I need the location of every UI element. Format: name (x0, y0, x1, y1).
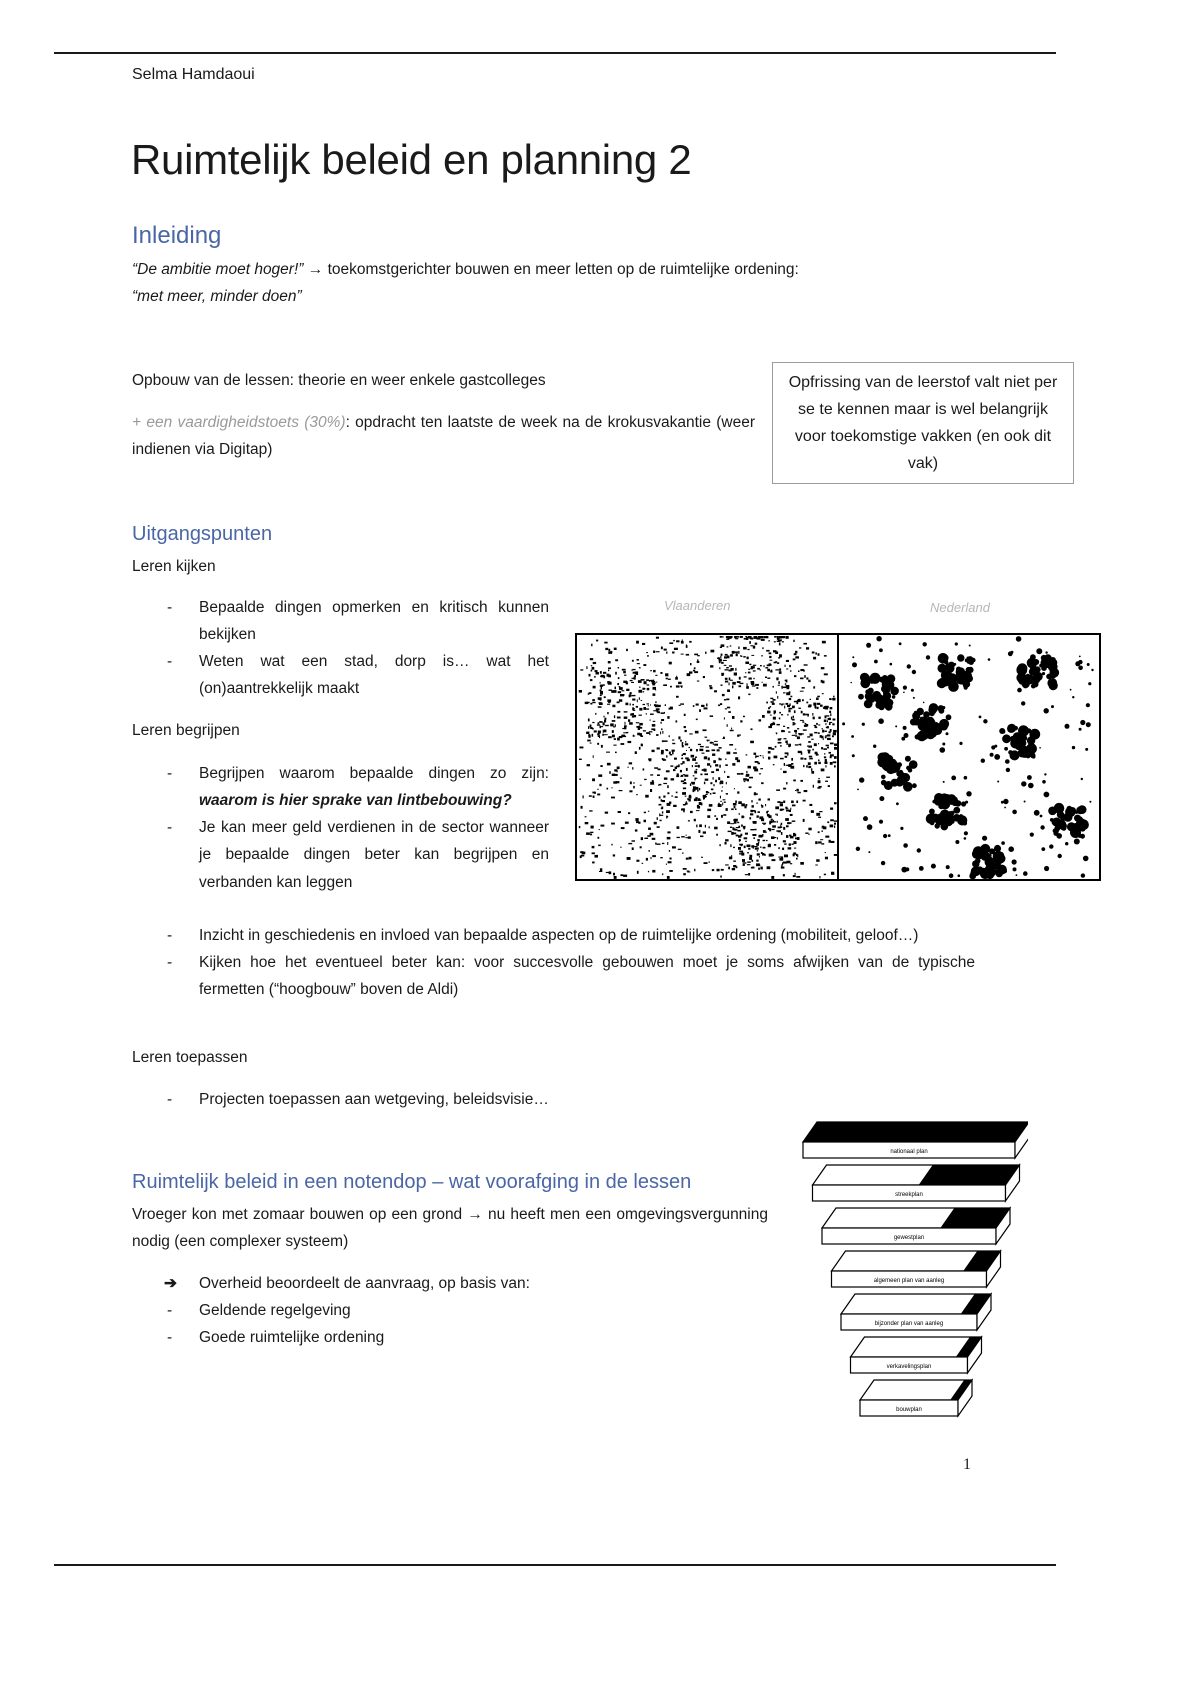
figure-label-vlaanderen: Vlaanderen (664, 598, 731, 613)
list-item: - Weten wat een stad, dorp is… wat het (on)aantrekkelijk maakt (167, 653, 549, 698)
figure-label-nederland: Nederland (930, 600, 990, 615)
subheading-leren-kijken: Leren kijken (132, 558, 216, 575)
list-beoordeling (132, 1270, 752, 1351)
list-leren-begrijpen-b (132, 922, 975, 1003)
top-rule (54, 52, 1056, 54)
list-item: - Je kan meer geld verdienen in de sector wanneer je bepaalde dingen beter kan begrijpen en verbanden kan leggen (167, 819, 549, 891)
intro-quote-2: “met meer, minder doen” (132, 288, 302, 306)
pyramid-level-label: algemeen plan van aanleg (873, 1278, 945, 1284)
opbouw-text: Opbouw van de lessen: theorie en weer enkele gastcolleges (132, 372, 546, 389)
list-item: ➔ Overheid beoordeelt de aanvraag, op basis van: (164, 1275, 530, 1292)
settlement-comparison-figure (572, 596, 1102, 886)
toets-text: : opdracht ten laatste de week na de krokusvakantie (weer indienen via Digitap) (132, 414, 755, 459)
list-leren-kijken (132, 594, 549, 703)
list-item: - Geldende regelgeving (167, 1302, 351, 1320)
pyramid-level-label: verkavelingsplan (886, 1364, 932, 1370)
list-leren-toepassen (132, 1086, 752, 1113)
planning-pyramid-diagram (796, 1118, 1028, 1436)
list-item: - Bepaalde dingen opmerken en kritisch kunnen bekijken (167, 599, 549, 644)
intro-text: toekomstgerichter bouwen en meer letten op de ruimtelijke ordening: (327, 261, 799, 278)
toets-label: + een vaardigheidstoets (30%) (132, 414, 346, 431)
list-leren-begrijpen-a (132, 760, 549, 896)
heading-notendop: Ruimtelijk beleid in een notendop – wat voorafging in de lessen (132, 1171, 692, 1193)
map-vlaanderen (579, 636, 838, 879)
page-title: Ruimtelijk beleid en planning 2 (131, 136, 692, 183)
map-nederland (842, 636, 1094, 879)
list-item: - Goede ruimtelijke ordening (167, 1329, 385, 1347)
subheading-leren-toepassen: Leren toepassen (132, 1049, 248, 1066)
notendop-paragraph: Vroeger kon met zomaar bouwen op een grond → nu heeft men een omgevingsvergunning nodig (een complexer systeem) (132, 1206, 768, 1251)
heading-inleiding: Inleiding (132, 222, 222, 249)
toets-paragraph (132, 409, 755, 463)
settlement-maps (572, 632, 1102, 882)
pyramid-level-label: streekplan (895, 1192, 923, 1198)
list-item: - Kijken hoe het eventueel beter kan: voor succesvolle gebouwen moet je soms afwijken van de typische fermetten (“hoogbouw” boven de Aldi) (167, 954, 975, 999)
page-number: 1 (963, 1456, 971, 1473)
arrow-icon: → (467, 1206, 483, 1223)
note-box (772, 362, 1074, 484)
pyramid-level-label: gewestplan (893, 1235, 925, 1241)
intro-quote-1: “De ambitie moet hoger!” (132, 261, 304, 278)
list-item: - Inzicht in geschiedenis en invloed van bepaalde aspecten op de ruimtelijke ordening (mobiliteit, geloof…) (167, 927, 919, 944)
subheading-leren-begrijpen: Leren begrijpen (132, 722, 240, 739)
arrow-icon: → (307, 261, 324, 278)
pyramid-level-label: nationaal plan (890, 1149, 928, 1155)
pyramid-level-label: bijzonder plan van aanleg (874, 1321, 944, 1327)
intro-paragraph (132, 256, 982, 310)
author-name: Selma Hamdaoui (132, 66, 255, 83)
list-item: - Projecten toepassen aan wetgeving, beleidsvisie… (167, 1091, 549, 1108)
emphasis-lintbebouwing: waarom is hier sprake van lintbebouwing? (199, 792, 512, 810)
bottom-rule (54, 1564, 1056, 1566)
pyramid-level-label: bouwplan (896, 1407, 922, 1413)
heading-uitgangspunten: Uitgangspunten (132, 523, 273, 545)
list-item: - Begrijpen waarom bepaalde dingen zo zijn: waarom is hier sprake van lintbebouwing? (167, 765, 549, 810)
note-box-text: Opfrissing van de leerstof valt niet per se te kennen maar is wel belangrijk voor toekomstige vakken (en ook dit vak) (788, 373, 1058, 473)
